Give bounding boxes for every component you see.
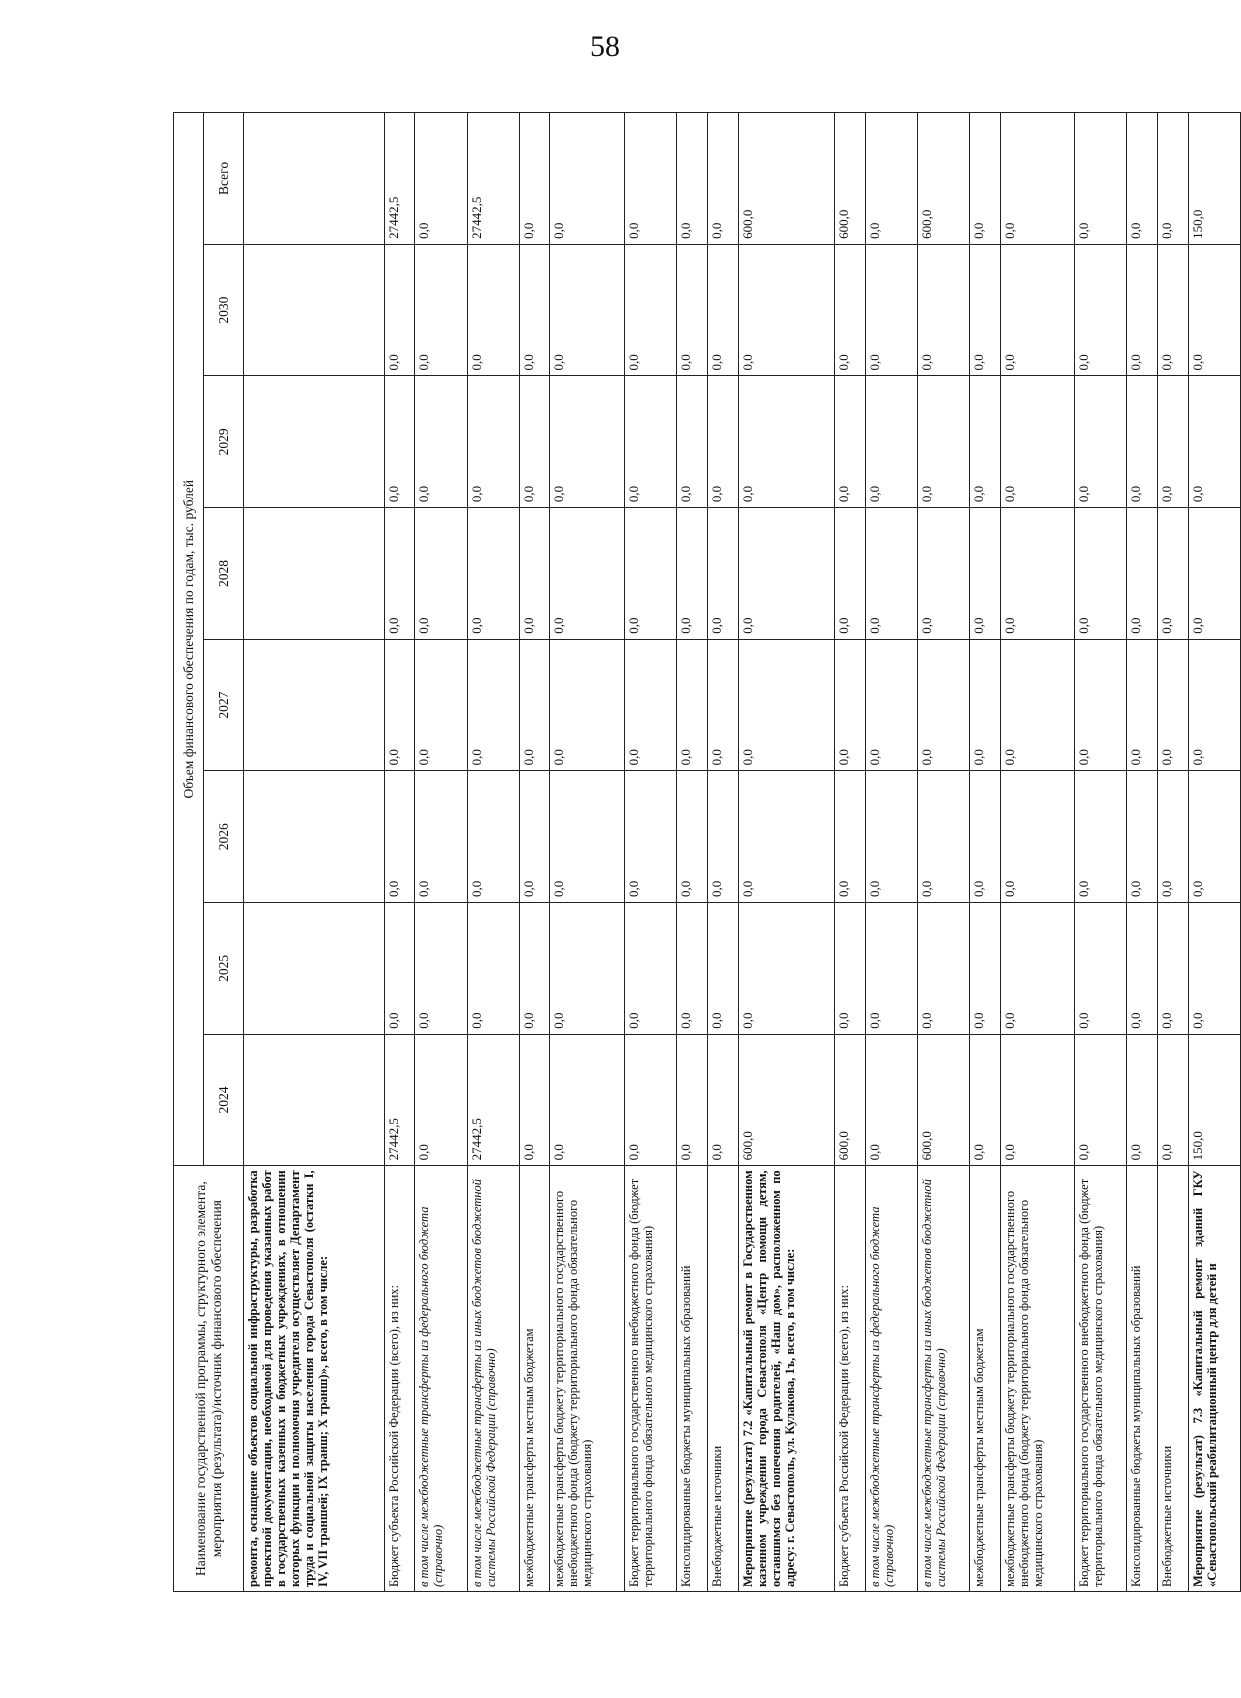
value-cell [244, 639, 385, 771]
value-cell: 0,0 [969, 903, 1000, 1035]
value-cell: 0,0 [917, 244, 969, 376]
value-cell: 0,0 [1074, 903, 1126, 1035]
value-cell: 0,0 [1000, 639, 1074, 771]
value-cell: 0,0 [1074, 508, 1126, 640]
value-cell: 0,0 [834, 244, 865, 376]
value-cell: 0,0 [1157, 508, 1188, 640]
value-cell: 0,0 [1127, 903, 1158, 1035]
header-year-2030: 2030 [204, 244, 244, 376]
value-cell: 0,0 [865, 244, 917, 376]
value-cell: 0,0 [1157, 244, 1188, 376]
value-cell: 0,0 [1127, 1034, 1158, 1166]
value-cell: 0,0 [550, 113, 624, 245]
value-cell: 0,0 [969, 771, 1000, 903]
value-cell: 0,0 [1000, 376, 1074, 508]
value-cell: 0,0 [707, 113, 738, 245]
value-cell: 0,0 [1188, 244, 1240, 376]
value-cell: 0,0 [550, 1034, 624, 1166]
value-cell: 0,0 [415, 771, 467, 903]
value-cell: 0,0 [415, 903, 467, 1035]
header-name-col: Наименование государственной программы, структурного элемента, мероприятия (результата)/источник финансового обеспечения [174, 1166, 244, 1592]
value-cell: 0,0 [415, 376, 467, 508]
value-cell: 0,0 [707, 244, 738, 376]
value-cell: 0,0 [467, 376, 519, 508]
value-cell: 0,0 [624, 244, 676, 376]
value-cell: 600,0 [738, 113, 834, 245]
row-label: межбюджетные трансферты бюджету территориального государственного внебюджетного фонда (бюджету территориального фонда обязательного медицинского страхования) [1000, 1166, 1074, 1592]
table-row [738, 113, 834, 1592]
table-row [384, 113, 415, 1592]
value-cell: 0,0 [550, 244, 624, 376]
table-row [865, 113, 917, 1592]
value-cell: 0,0 [384, 508, 415, 640]
value-cell: 0,0 [676, 771, 707, 903]
value-cell: 0,0 [415, 639, 467, 771]
header-year-2024: 2024 [204, 1034, 244, 1166]
value-cell: 0,0 [1188, 508, 1240, 640]
value-cell: 0,0 [917, 508, 969, 640]
value-cell: 0,0 [917, 771, 969, 903]
row-label: в том числе межбюджетные трансферты из федерального бюджета (справочно) [865, 1166, 917, 1592]
value-cell: 0,0 [969, 508, 1000, 640]
row-label: Мероприятие (результат) 7.3 «Капитальный ремонт зданий ГКУ «Севастопольский реабилитационный центр для детей и [1188, 1166, 1240, 1592]
value-cell: 0,0 [550, 376, 624, 508]
value-cell: 0,0 [1000, 771, 1074, 903]
value-cell: 0,0 [384, 771, 415, 903]
table-row [624, 113, 676, 1592]
value-cell: 600,0 [917, 1034, 969, 1166]
value-cell: 0,0 [519, 508, 550, 640]
table-row [244, 113, 385, 1592]
value-cell: 0,0 [969, 244, 1000, 376]
value-cell: 0,0 [865, 771, 917, 903]
row-label: ремонта, оснащение объектов социальной инфраструктуры, разработка проектной документации, необходимой для проведения указанных работ в государственных казенных и бюджетных учреждениях, в отношении которых функции и полномочия учредителя осуществляет Департамент труда и социальной защиты населения города Севастополя (остатки I, IV, VII траншей; IX транш; X транш)», всего, в том числе: [244, 1166, 385, 1592]
value-cell: 0,0 [415, 113, 467, 245]
value-cell: 0,0 [1000, 113, 1074, 245]
table-row [415, 113, 467, 1592]
row-label: Бюджет территориального государственного внебюджетного фонда (бюджет территориального фонда обязательного медицинского страхования) [624, 1166, 676, 1592]
value-cell: 27442,5 [467, 1034, 519, 1166]
value-cell: 0,0 [865, 376, 917, 508]
value-cell: 0,0 [834, 376, 865, 508]
value-cell: 0,0 [519, 639, 550, 771]
value-cell: 0,0 [676, 508, 707, 640]
value-cell: 0,0 [519, 771, 550, 903]
value-cell: 0,0 [707, 1034, 738, 1166]
value-cell: 0,0 [624, 903, 676, 1035]
value-cell: 0,0 [1157, 113, 1188, 245]
value-cell: 0,0 [676, 376, 707, 508]
value-cell: 0,0 [467, 508, 519, 640]
value-cell: 0,0 [707, 903, 738, 1035]
value-cell: 0,0 [676, 113, 707, 245]
table-row [707, 113, 738, 1592]
value-cell: 0,0 [969, 113, 1000, 245]
value-cell: 0,0 [384, 639, 415, 771]
header-year-2027: 2027 [204, 639, 244, 771]
rotated-table-container [173, 112, 1241, 1592]
value-cell: 0,0 [1000, 1034, 1074, 1166]
value-cell: 0,0 [519, 1034, 550, 1166]
row-label: в том числе межбюджетные трансферты из иных бюджетов бюджетной системы Российской Федерации (справочно) [467, 1166, 519, 1592]
value-cell: 0,0 [676, 639, 707, 771]
value-cell [244, 903, 385, 1035]
value-cell: 0,0 [519, 113, 550, 245]
value-cell: 0,0 [1188, 771, 1240, 903]
value-cell: 0,0 [1127, 771, 1158, 903]
value-cell: 0,0 [917, 639, 969, 771]
value-cell: 0,0 [384, 376, 415, 508]
row-label: в том числе межбюджетные трансферты из иных бюджетов бюджетной системы Российской Федерации (справочно) [917, 1166, 969, 1592]
value-cell: 0,0 [415, 1034, 467, 1166]
value-cell: 0,0 [624, 1034, 676, 1166]
value-cell: 0,0 [624, 376, 676, 508]
value-cell: 0,0 [1157, 376, 1188, 508]
table-body [244, 113, 1241, 1592]
value-cell: 0,0 [1127, 639, 1158, 771]
financing-table [173, 112, 1241, 1592]
value-cell [244, 771, 385, 903]
table-row [969, 113, 1000, 1592]
row-label: Внебюджетные источники [707, 1166, 738, 1592]
value-cell: 0,0 [676, 903, 707, 1035]
value-cell: 27442,5 [467, 113, 519, 245]
row-label: межбюджетные трансферты местным бюджетам [969, 1166, 1000, 1592]
value-cell: 0,0 [707, 771, 738, 903]
row-label: Бюджет субъекта Российской Федерации (всего), из них: [384, 1166, 415, 1592]
value-cell: 0,0 [1188, 639, 1240, 771]
value-cell: 0,0 [467, 771, 519, 903]
header-year-2029: 2029 [204, 376, 244, 508]
value-cell: 0,0 [865, 903, 917, 1035]
row-label: Мероприятие (результат) 7.2 «Капитальный ремонт в Государственном казенном учреждении города Севастополя «Центр помощи детям, оставшимся без попечения родителей, «Наш дом», расположенном по адресу: г. Севастополь, ул. Кулакова, 1ъ, всего, в том числе: [738, 1166, 834, 1592]
value-cell: 0,0 [738, 376, 834, 508]
row-label: Консолидированные бюджеты муниципальных образований [676, 1166, 707, 1592]
value-cell: 0,0 [917, 903, 969, 1035]
value-cell: 0,0 [1074, 376, 1126, 508]
value-cell: 0,0 [969, 376, 1000, 508]
value-cell: 0,0 [917, 376, 969, 508]
value-cell: 0,0 [1188, 903, 1240, 1035]
value-cell: 0,0 [1074, 639, 1126, 771]
value-cell: 0,0 [519, 903, 550, 1035]
value-cell [244, 244, 385, 376]
header-year-2025: 2025 [204, 903, 244, 1035]
table-row [676, 113, 707, 1592]
value-cell: 0,0 [550, 508, 624, 640]
value-cell: 0,0 [384, 244, 415, 376]
value-cell: 0,0 [834, 903, 865, 1035]
value-cell: 0,0 [384, 903, 415, 1035]
value-cell: 0,0 [415, 244, 467, 376]
value-cell: 0,0 [1000, 903, 1074, 1035]
row-label: межбюджетные трансферты бюджету территориального государственного внебюджетного фонда (бюджету территориального фонда обязательного медицинского страхования) [550, 1166, 624, 1592]
value-cell: 0,0 [415, 508, 467, 640]
value-cell: 0,0 [1074, 244, 1126, 376]
table-row [1000, 113, 1074, 1592]
value-cell: 0,0 [1074, 1034, 1126, 1166]
value-cell: 150,0 [1188, 1034, 1240, 1166]
header-total: Всего [204, 113, 244, 245]
table-row [467, 113, 519, 1592]
table-row [1127, 113, 1158, 1592]
value-cell: 0,0 [969, 1034, 1000, 1166]
value-cell: 0,0 [467, 244, 519, 376]
value-cell: 0,0 [676, 244, 707, 376]
value-cell: 0,0 [865, 1034, 917, 1166]
value-cell: 0,0 [624, 639, 676, 771]
value-cell: 0,0 [1074, 113, 1126, 245]
value-cell: 0,0 [738, 903, 834, 1035]
value-cell: 0,0 [1127, 508, 1158, 640]
value-cell: 0,0 [738, 639, 834, 771]
value-cell: 600,0 [834, 1034, 865, 1166]
value-cell: 0,0 [1188, 376, 1240, 508]
value-cell: 0,0 [1000, 244, 1074, 376]
value-cell: 0,0 [550, 639, 624, 771]
header-year-2026: 2026 [204, 771, 244, 903]
value-cell: 150,0 [1188, 113, 1240, 245]
value-cell: 0,0 [865, 508, 917, 640]
value-cell: 0,0 [676, 1034, 707, 1166]
value-cell: 0,0 [834, 771, 865, 903]
value-cell [244, 113, 385, 245]
value-cell: 0,0 [1127, 244, 1158, 376]
row-label: Консолидированные бюджеты муниципальных образований [1127, 1166, 1158, 1592]
row-label: Внебюджетные источники [1157, 1166, 1188, 1592]
value-cell: 0,0 [467, 639, 519, 771]
value-cell: 0,0 [519, 244, 550, 376]
value-cell [244, 508, 385, 640]
value-cell: 0,0 [519, 376, 550, 508]
value-cell: 0,0 [624, 508, 676, 640]
page-number: 58 [590, 30, 620, 63]
value-cell: 600,0 [834, 113, 865, 245]
value-cell: 0,0 [707, 639, 738, 771]
value-cell: 0,0 [550, 771, 624, 903]
header-volume-group: Объем финансового обеспечения по годам, тыс. рублей [174, 113, 204, 1166]
header-year-2028: 2028 [204, 508, 244, 640]
row-label: Бюджет территориального государственного внебюджетного фонда (бюджет территориального фонда обязательного медицинского страхования) [1074, 1166, 1126, 1592]
value-cell: 0,0 [738, 508, 834, 640]
table-row [1188, 113, 1240, 1592]
row-label: в том числе межбюджетные трансферты из федерального бюджета (справочно) [415, 1166, 467, 1592]
table-row [834, 113, 865, 1592]
value-cell [244, 1034, 385, 1166]
row-label: межбюджетные трансферты местным бюджетам [519, 1166, 550, 1592]
value-cell: 0,0 [1157, 771, 1188, 903]
value-cell: 0,0 [865, 639, 917, 771]
value-cell: 0,0 [550, 903, 624, 1035]
value-cell: 0,0 [624, 113, 676, 245]
value-cell: 0,0 [738, 244, 834, 376]
value-cell: 0,0 [1074, 771, 1126, 903]
value-cell: 0,0 [624, 771, 676, 903]
table-row [519, 113, 550, 1592]
value-cell: 0,0 [1127, 113, 1158, 245]
value-cell: 0,0 [467, 903, 519, 1035]
value-cell: 0,0 [707, 376, 738, 508]
value-cell: 600,0 [917, 113, 969, 245]
value-cell: 0,0 [834, 508, 865, 640]
value-cell [244, 376, 385, 508]
value-cell: 27442,5 [384, 113, 415, 245]
value-cell: 0,0 [1000, 508, 1074, 640]
value-cell: 600,0 [738, 1034, 834, 1166]
value-cell: 27442,5 [384, 1034, 415, 1166]
table-row [1157, 113, 1188, 1592]
value-cell: 0,0 [834, 639, 865, 771]
row-label: Бюджет субъекта Российской Федерации (всего), из них: [834, 1166, 865, 1592]
value-cell: 0,0 [1157, 639, 1188, 771]
value-cell: 0,0 [969, 639, 1000, 771]
value-cell: 0,0 [707, 508, 738, 640]
table-row [917, 113, 969, 1592]
value-cell: 0,0 [1157, 1034, 1188, 1166]
value-cell: 0,0 [1157, 903, 1188, 1035]
value-cell: 0,0 [865, 113, 917, 245]
value-cell: 0,0 [738, 771, 834, 903]
table-row [1074, 113, 1126, 1592]
table-row [550, 113, 624, 1592]
value-cell: 0,0 [1127, 376, 1158, 508]
